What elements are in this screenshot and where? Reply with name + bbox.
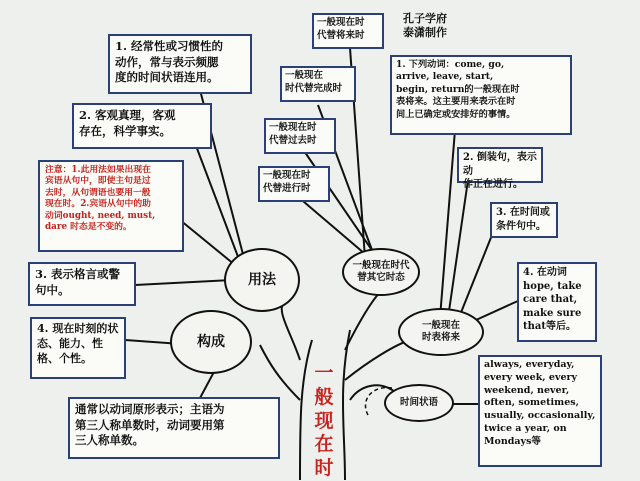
replace-box-future: 一般现在时 代替将来时 [312, 13, 384, 49]
future-box-1: 1. 下列动词：come, go, arrive, leave, start, begin, return的一般现在时 表将来。这主要用来表示在时 间上已确定或安排好的事情。 [390, 55, 572, 135]
future-box-4: 4. 在动词 hope, take care that, make sure that等后。 [517, 262, 597, 342]
trunk-title: 一般现在时 [314, 362, 334, 479]
branch-line [282, 300, 300, 360]
time-adverbial-node: 时间状语 [384, 384, 454, 422]
usage-box-4: 4. 现在时刻的状 态、能力、性 格、个性。 [30, 317, 126, 379]
time-adverbial-box: always, everyday, every week, every weekend, never, often, sometimes, usually, occasionally, twice a year, on Mondays等 [478, 355, 602, 467]
trunk-line [300, 340, 312, 480]
replace-box-perfect: 一般现在 时代替完成时 [280, 66, 356, 102]
replace-box-progressive: 一般现在时 代替进行时 [258, 166, 330, 202]
branch-line [200, 370, 215, 398]
future-box-2: 2. 倒装句，表示动 作正在进行。 [457, 147, 543, 183]
credit-label: 孔子学府 泰潇制作 [403, 12, 447, 40]
usage-box-1: 1. 经常性或习惯性的 动作，常与表示频腮 度的时间状语连用。 [108, 34, 252, 94]
replace-node: 一般现在时代 替其它时态 [342, 248, 420, 296]
future-box-3: 3. 在时间或 条件句中。 [490, 202, 558, 238]
branch-line [345, 340, 410, 380]
usage-box-3: 3. 表示格言或警 句中。 [28, 262, 136, 306]
future-node: 一般现在 时表将来 [398, 308, 484, 356]
usage-node: 用法 [224, 248, 300, 312]
branch-line [135, 280, 232, 285]
usage-note-box: 注意：1.此用法如果出现在 宾语从句中，即使主句是过 去时，从句谓语也要用一般 现在时。2.宾语从句中的助 动词ought, need, must, dare 时态是不变的。 [38, 160, 184, 252]
branch-line [458, 230, 494, 320]
form-box: 通常以动词原形表示；主语为 第三人称单数时，动词要用第 三人称单数。 [68, 397, 280, 459]
branch-line [260, 345, 300, 400]
form-node: 构成 [170, 310, 252, 374]
usage-box-2: 2. 客观真理，客观 存在，科学事实。 [72, 103, 212, 149]
trunk-line [343, 330, 350, 480]
branch-line [448, 180, 468, 318]
replace-box-past: 一般现在时 代替过去时 [264, 118, 336, 154]
branch-line [345, 290, 382, 350]
